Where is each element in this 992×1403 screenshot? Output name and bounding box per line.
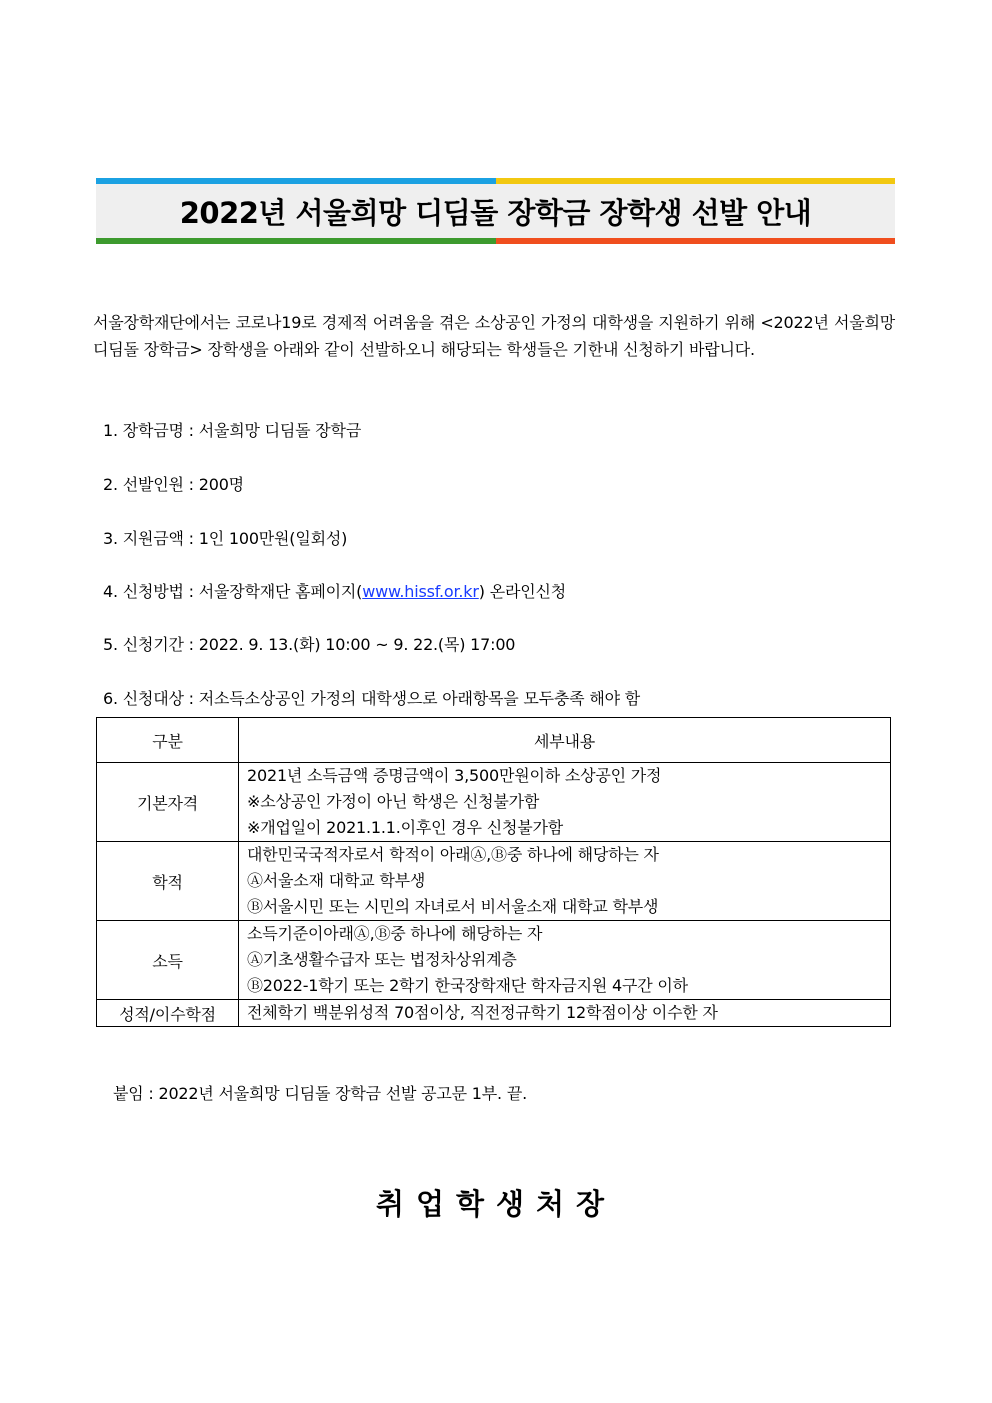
criteria-table bbox=[96, 717, 891, 1027]
detail-line: ※개업일이 2021.1.1.이후인 경우 신청불가함 bbox=[247, 818, 563, 837]
row-category: 성적/이수학점 bbox=[97, 1000, 239, 1027]
title-bar-bottom-right bbox=[496, 238, 895, 244]
item-scholarship-name: 1. 장학금명 : 서울희망 디딤돌 장학금 bbox=[103, 421, 362, 440]
detail-line: 2021년 소득금액 증명금액이 3,500만원이하 소상공인 가정 bbox=[247, 766, 662, 785]
detail-line: Ⓐ기초생활수급자 또는 법정차상위계층 bbox=[247, 950, 517, 969]
page-title: 2022년 서울희망 디딤돌 장학금 장학생 선발 안내 bbox=[179, 195, 812, 230]
row-detail bbox=[239, 842, 891, 921]
detail-line: ※소상공인 가정이 아닌 학생은 신청불가함 bbox=[247, 792, 540, 811]
table-row bbox=[97, 1000, 891, 1027]
detail-line: 소득기준이아래Ⓐ,Ⓑ중 하나에 해당하는 자 bbox=[247, 924, 543, 943]
row-category: 소득 bbox=[97, 921, 239, 1000]
homepage-link[interactable]: www.hissf.or.kr bbox=[362, 582, 479, 601]
title-bar-bottom-left bbox=[96, 238, 496, 244]
table-row bbox=[97, 921, 891, 1000]
item-application-method-suffix: ) 온라인신청 bbox=[478, 582, 566, 601]
attachment-note: 붙임 : 2022년 서울희망 디딤돌 장학금 선발 공고문 1부. 끝. bbox=[113, 1084, 527, 1103]
detail-line: 전체학기 백분위성적 70점이상, 직전정규학기 12학점이상 이수한 자 bbox=[247, 1003, 718, 1022]
row-detail bbox=[239, 763, 891, 842]
table-row bbox=[97, 842, 891, 921]
detail-line: Ⓑ서울시민 또는 시민의 자녀로서 비서울소재 대학교 학부생 bbox=[247, 897, 659, 916]
detail-line: 대한민국국적자로서 학적이 아래Ⓐ,Ⓑ중 하나에 해당하는 자 bbox=[247, 845, 659, 864]
item-application-period: 5. 신청기간 : 2022. 9. 13.(화) 10:00 ~ 9. 22.(목) 17:00 bbox=[103, 635, 516, 654]
signature: 취업학생처장 bbox=[375, 1187, 617, 1221]
row-detail bbox=[239, 921, 891, 1000]
row-category: 기본자격 bbox=[97, 763, 239, 842]
table-header-row bbox=[97, 718, 891, 763]
header-detail: 세부내용 bbox=[239, 718, 891, 763]
detail-line: Ⓑ2022-1학기 또는 2학기 한국장학재단 학자금지원 4구간 이하 bbox=[247, 976, 688, 995]
row-category: 학적 bbox=[97, 842, 239, 921]
intro-paragraph: 서울장학재단에서는 코로나19로 경제적 어려움을 겪은 소상공인 가정의 대학생을 지원하기 위해 <2022년 서울희망 디딤돌 장학금> 장학생을 아래와 같이 선발하오니 해당되는 학생들은 기한내 신청하기 바랍니다. bbox=[93, 313, 895, 359]
item-support-amount: 3. 지원금액 : 1인 100만원(일회성) bbox=[103, 529, 348, 548]
item-eligibility: 6. 신청대상 : 저소득소상공인 가정의 대학생으로 아래항목을 모두충족 해야 함 bbox=[103, 689, 640, 708]
detail-line: Ⓐ서울소재 대학교 학부생 bbox=[247, 871, 426, 890]
table-row bbox=[97, 763, 891, 842]
row-detail bbox=[239, 1000, 891, 1027]
item-application-method-prefix: 4. 신청방법 : 서울장학재단 홈페이지( bbox=[103, 582, 363, 601]
item-application-method bbox=[103, 579, 566, 602]
header-category: 구분 bbox=[97, 718, 239, 763]
item-selection-count: 2. 선발인원 : 200명 bbox=[103, 475, 244, 494]
